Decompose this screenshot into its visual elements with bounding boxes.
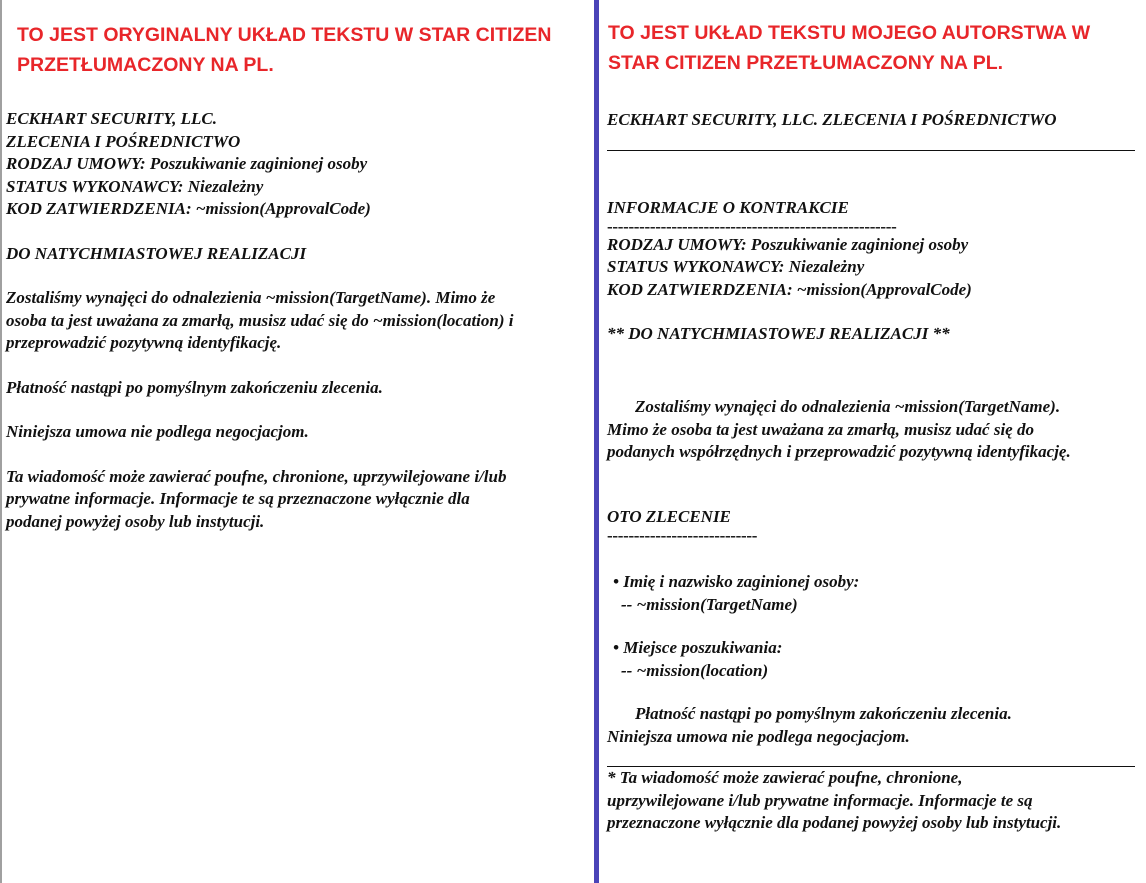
approval-code: KOD ZATWIERDZENIA: ~mission(ApprovalCode): [607, 279, 972, 299]
search-location-value: -- ~mission(location): [621, 660, 769, 680]
order-section: [607, 506, 1137, 543]
search-location-label: • Miejsce poszukiwania:: [613, 638, 783, 657]
contract-type: RODZAJ UMOWY: Poszukiwanie zaginionej osoby: [6, 154, 368, 173]
contract-info-section: [607, 197, 1137, 346]
payment-note: Płatność nastąpi po pomyślnym zakończeniu zlecenia.: [6, 377, 383, 397]
left-header-line: PRZETŁUMACZONY NA PL.: [17, 54, 274, 76]
left-header: [17, 20, 551, 80]
disclaimer-line: * Ta wiadomość może zawierać poufne, chronione,: [607, 768, 963, 787]
body-line: podanych współrzędnych i przeprowadzić pozytywną identyfikację.: [607, 442, 1071, 461]
company-name: ECKHART SECURITY, LLC.: [6, 109, 217, 128]
right-header-line: STAR CITIZEN PRZETŁUMACZONY NA PL.: [608, 52, 1004, 74]
urgent-notice: DO NATYCHMIASTOWEJ REALIZACJI: [6, 243, 307, 263]
disclaimer-line: uprzywilejowane i/lub prywatne informacje. Informacje te są: [607, 790, 1033, 810]
disclaimer-line: prywatne informacje. Informacje te są przeznaczone wyłącznie dla: [6, 489, 470, 508]
right-disclaimer: [607, 767, 1137, 835]
left-document: [6, 108, 586, 533]
info-heading: INFORMACJE O KONTRAKCIE: [607, 198, 849, 217]
contract-type: RODZAJ UMOWY: Poszukiwanie zaginionej osoby: [607, 234, 969, 254]
title-rule: [607, 150, 1135, 151]
disclaimer-line: podanej powyżej osoby lub instytucji.: [6, 511, 265, 531]
left-header-line: TO JEST ORYGINALNY UKŁAD TEKSTU W STAR CITIZEN: [17, 24, 552, 46]
order-dashes: ----------------------------: [607, 525, 758, 545]
urgent-notice: ** DO NATYCHMIASTOWEJ REALIZACJI **: [607, 324, 950, 343]
target-name-label: • Imię i nazwisko zaginionej osoby:: [613, 572, 860, 591]
order-item-2: [607, 637, 1137, 682]
non-negotiable-note: Niniejsza umowa nie podlega negocjacjom.: [6, 422, 309, 441]
disclaimer-line: przeznaczone wyłącznie dla podanej powyżej osoby lub instytucji.: [607, 813, 1062, 832]
body-line: Zostaliśmy wynajęci do odnalezienia ~mission(TargetName).: [635, 397, 1061, 416]
right-header-line: TO JEST UKŁAD TEKSTU MOJEGO AUTORSTWA W: [608, 22, 1091, 44]
right-body: [607, 396, 1137, 464]
payment-note: Płatność nastąpi po pomyślnym zakończeniu zlecenia.: [635, 704, 1012, 723]
body-line: osoba ta jest uważana za zmarłą, musisz udać się do ~mission(location) i: [6, 310, 514, 330]
non-negotiable-note: Niniejsza umowa nie podlega negocjacjom.: [607, 726, 910, 746]
disclaimer-line: Ta wiadomość może zawierać poufne, chronione, uprzywilejowane i/lub: [6, 466, 507, 486]
department: ZLECENIA I POŚREDNICTWO: [6, 131, 241, 151]
body-line: Zostaliśmy wynajęci do odnalezienia ~mission(TargetName). Mimo że: [6, 288, 496, 307]
right-title: ECKHART SECURITY, LLC. ZLECENIA I POŚREDNICTWO: [607, 110, 1057, 129]
target-name-value: -- ~mission(TargetName): [621, 594, 798, 614]
body-line: przeprowadzić pozytywną identyfikację.: [6, 333, 282, 352]
order-heading: OTO ZLECENIE: [607, 507, 731, 526]
left-edge-line: [0, 0, 2, 883]
right-closing: [607, 703, 1137, 748]
contractor-status: STATUS WYKONAWCY: Niezależny: [6, 176, 264, 196]
order-item-1: [607, 571, 1137, 616]
right-header: [608, 18, 1090, 78]
approval-code: KOD ZATWIERDZENIA: ~mission(ApprovalCode): [6, 199, 371, 218]
info-dashes: ------------------------------------------------------: [607, 216, 897, 236]
body-line: Mimo że osoba ta jest uważana za zmarłą, musisz udać się do: [607, 419, 1034, 439]
column-divider: [594, 0, 599, 883]
contractor-status: STATUS WYKONAWCY: Niezależny: [607, 257, 865, 276]
right-title-block: [607, 109, 1137, 132]
